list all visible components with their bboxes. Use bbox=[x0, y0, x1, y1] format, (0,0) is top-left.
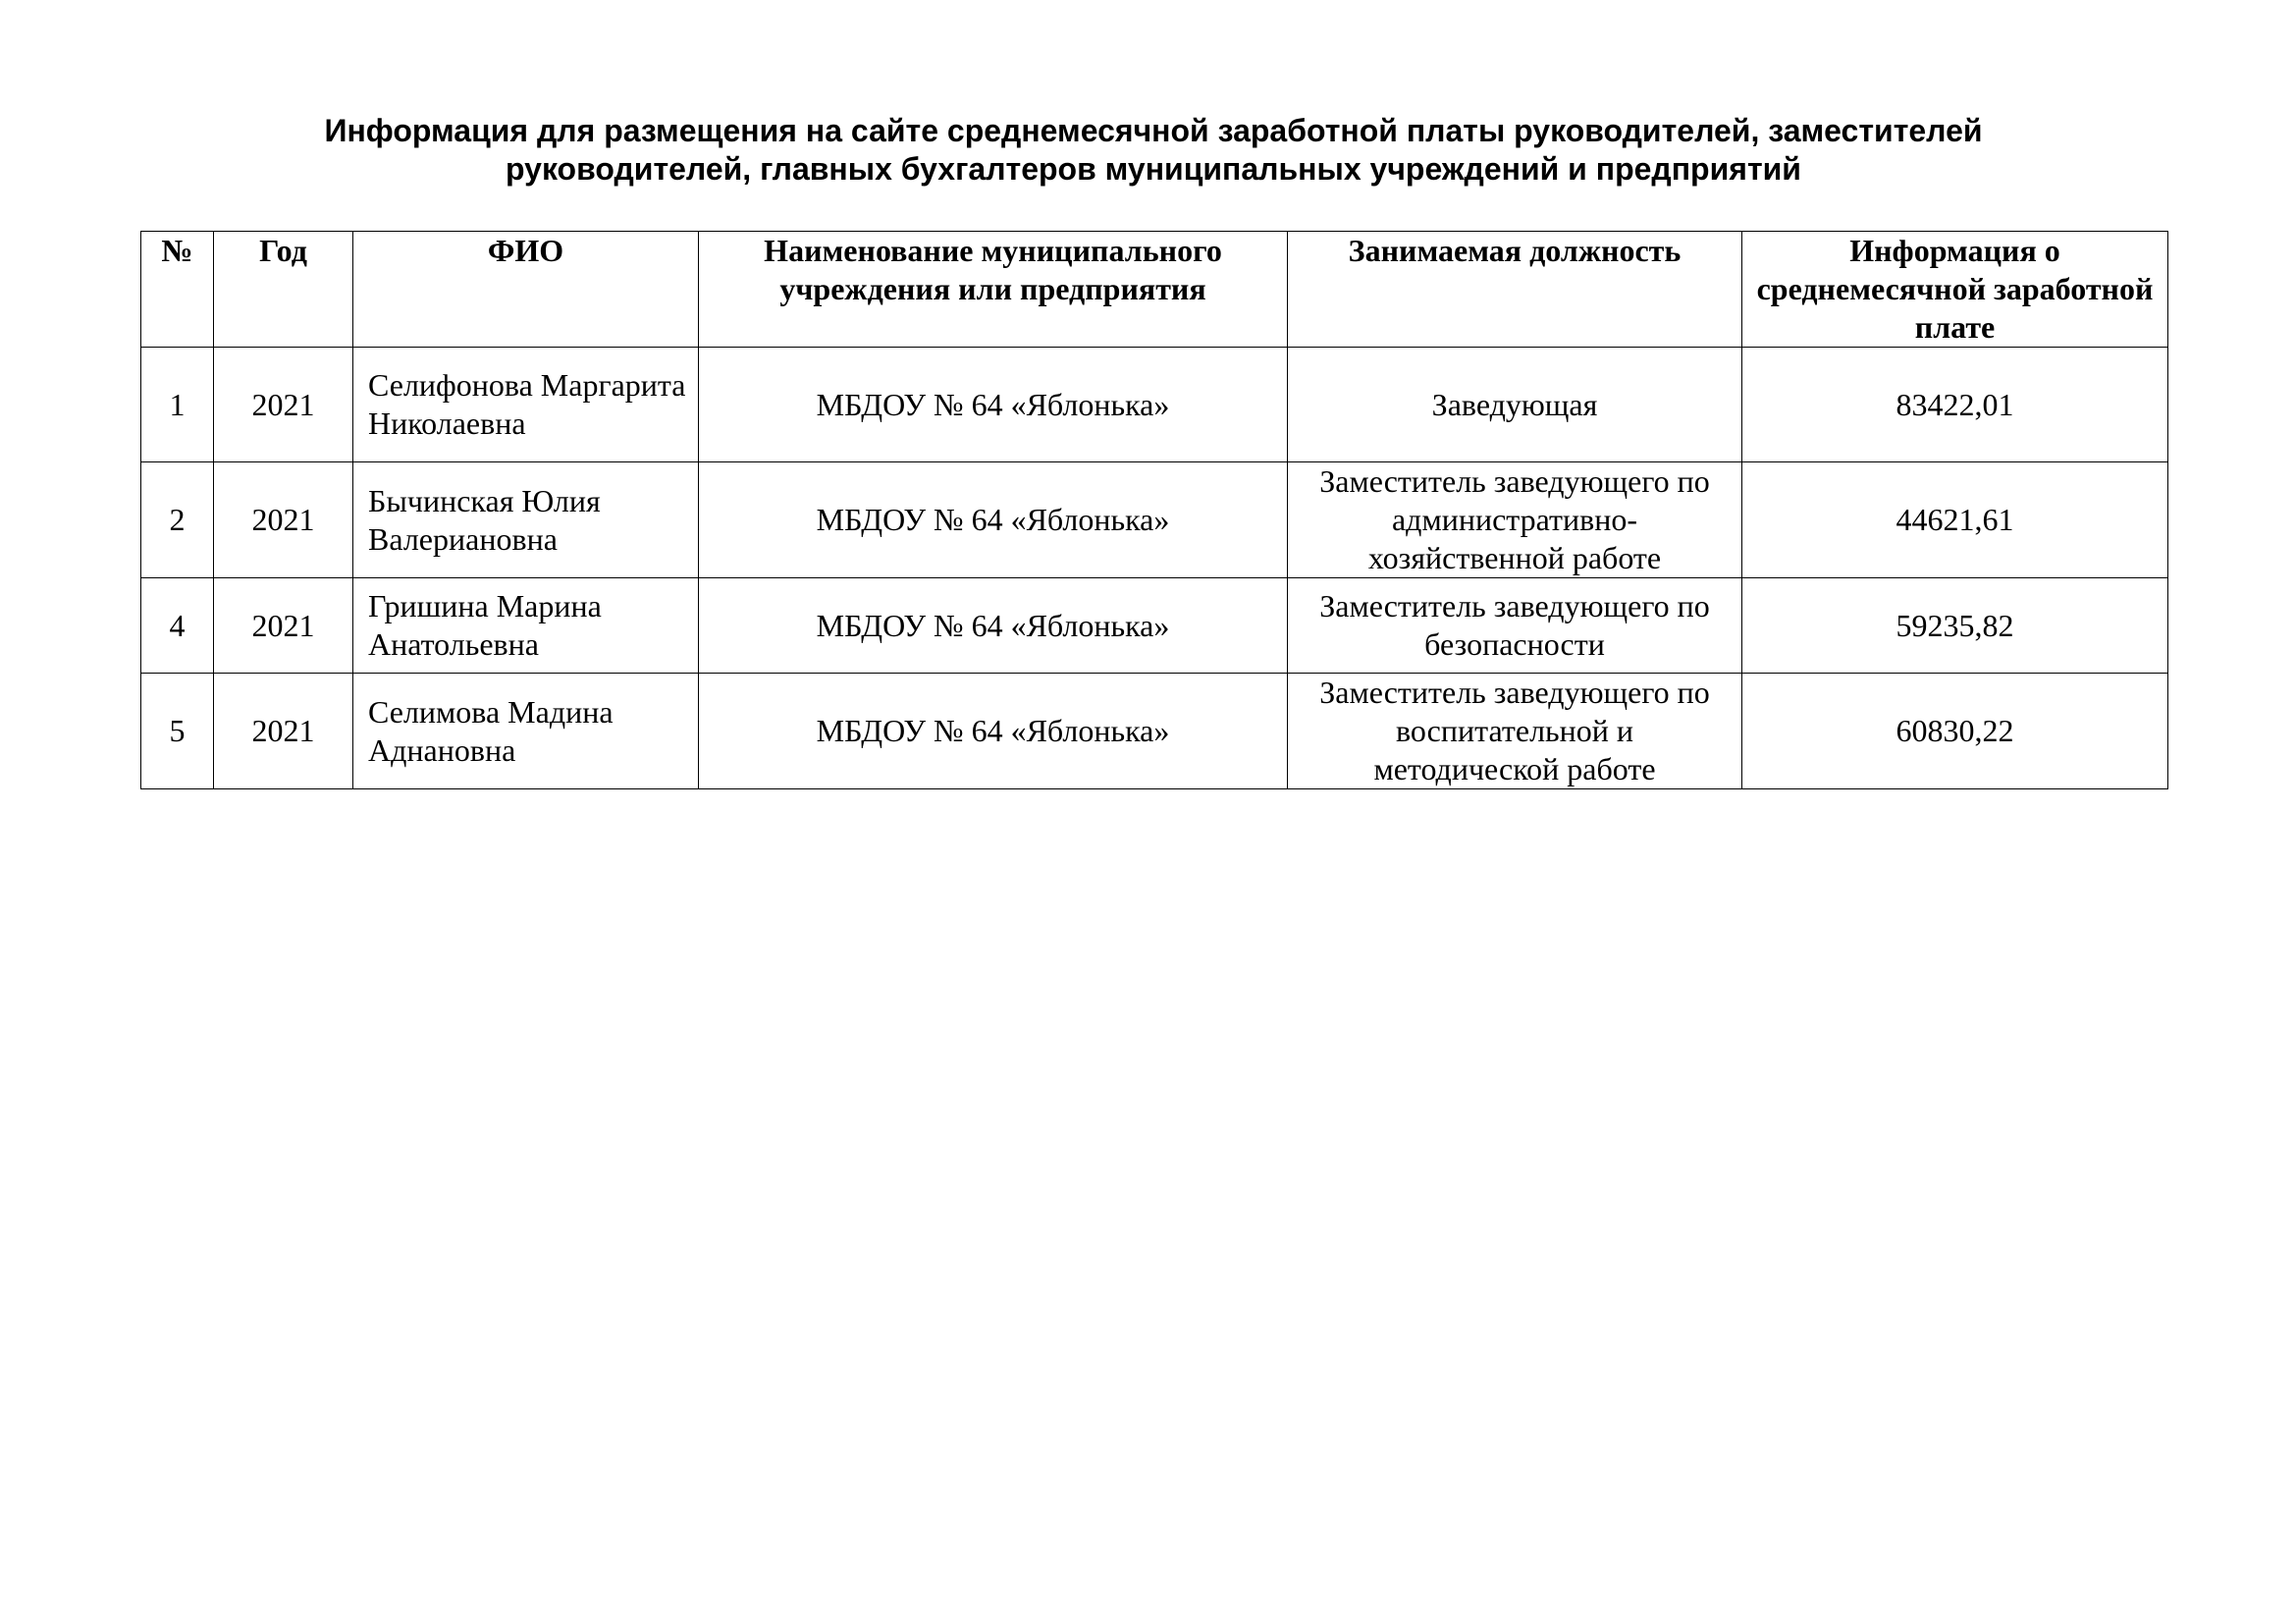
header-year: Год bbox=[214, 232, 353, 348]
cell-fio: Гришина Марина Анатольевна bbox=[353, 578, 699, 674]
cell-salary: 59235,82 bbox=[1742, 578, 2168, 674]
cell-position: Заместитель заведующего по административно-хозяйственной работе bbox=[1288, 462, 1742, 578]
cell-year: 2021 bbox=[214, 578, 353, 674]
cell-year: 2021 bbox=[214, 462, 353, 578]
cell-org: МБДОУ № 64 «Яблонька» bbox=[699, 674, 1288, 789]
header-fio: ФИО bbox=[353, 232, 699, 348]
cell-org: МБДОУ № 64 «Яблонька» bbox=[699, 462, 1288, 578]
cell-num: 5 bbox=[141, 674, 214, 789]
cell-year: 2021 bbox=[214, 674, 353, 789]
cell-salary: 60830,22 bbox=[1742, 674, 2168, 789]
header-position: Занимаемая должность bbox=[1288, 232, 1742, 348]
table-row bbox=[141, 578, 2168, 674]
document-title bbox=[137, 112, 2169, 189]
cell-org: МБДОУ № 64 «Яблонька» bbox=[699, 578, 1288, 674]
cell-org: МБДОУ № 64 «Яблонька» bbox=[699, 348, 1288, 462]
header-org: Наименование муниципального учреждения или предприятия bbox=[699, 232, 1288, 348]
table-row bbox=[141, 462, 2168, 578]
title-line-2: руководителей, главных бухгалтеров муниципальных учреждений и предприятий bbox=[506, 151, 1801, 187]
cell-salary: 44621,61 bbox=[1742, 462, 2168, 578]
salary-table bbox=[140, 231, 2168, 789]
cell-year: 2021 bbox=[214, 348, 353, 462]
cell-num: 1 bbox=[141, 348, 214, 462]
title-line-1: Информация для размещения на сайте среднемесячной заработной платы руководителей, заместителей bbox=[324, 113, 1983, 148]
header-salary: Информация о среднемесячной заработной плате bbox=[1742, 232, 2168, 348]
cell-fio: Селимова Мадина Аднановна bbox=[353, 674, 699, 789]
cell-fio: Селифонова Маргарита Николаевна bbox=[353, 348, 699, 462]
cell-salary: 83422,01 bbox=[1742, 348, 2168, 462]
cell-position: Заведующая bbox=[1288, 348, 1742, 462]
table-row bbox=[141, 348, 2168, 462]
cell-num: 2 bbox=[141, 462, 214, 578]
table-header-row bbox=[141, 232, 2168, 348]
cell-position: Заместитель заведующего по воспитательной и методической работе bbox=[1288, 674, 1742, 789]
cell-fio: Бычинская Юлия Валериановна bbox=[353, 462, 699, 578]
cell-position: Заместитель заведующего по безопасности bbox=[1288, 578, 1742, 674]
header-num: № bbox=[141, 232, 214, 348]
table-row bbox=[141, 674, 2168, 789]
cell-num: 4 bbox=[141, 578, 214, 674]
